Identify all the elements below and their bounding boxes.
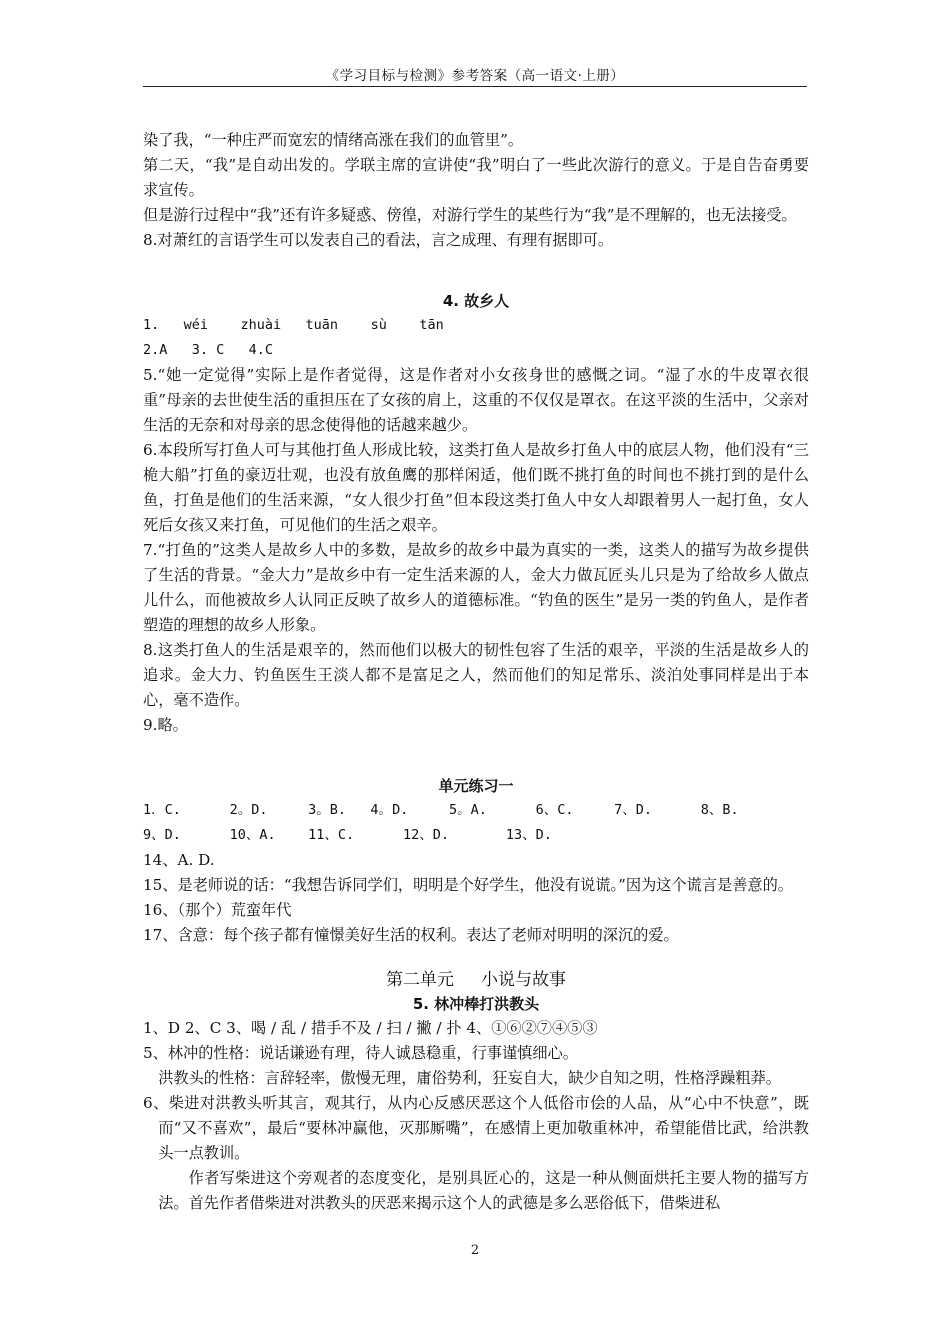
- answer-14: 14、A. D.: [143, 851, 215, 869]
- answer-5-continued: 洪教头的性格：言辞轻率，傲慢无理，庸俗势利，狂妄自大，缺少自知之明，性格浮躁粗莽。: [158, 1069, 781, 1087]
- page-content: [143, 128, 809, 1216]
- paragraph: 但是游行过程中“我”还有许多疑惑、傍徨，对游行学生的某些行为“我”是不理解的，也无法接受。: [143, 206, 797, 224]
- running-header: 《学习目标与检测》参考答案（高一语文·上册）: [325, 68, 625, 84]
- lesson-4-title: 4. 故乡人: [442, 292, 510, 310]
- header-rule: [143, 86, 807, 87]
- lesson-5-title: 5. 林冲棒打洪教头: [412, 995, 540, 1013]
- answer-15: 15、是老师说的话：“我想告诉同学们，明明是个好学生，他没有说谎。”因为这个谎言是善意的。: [143, 876, 793, 894]
- answer-6: 6、柴进对洪教头听其言，观其行，从内心反感厌恶这个人低俗市侩的人品，从“心中不快意”，既而“又不喜欢”，最后“要林冲赢他，灭那厮嘴”，在感情上更加敬重林冲，希望能借比武，给洪教头一点教训。: [143, 1094, 809, 1162]
- paragraph: 8.对萧红的言语学生可以发表自己的看法，言之成理、有理有据即可。: [143, 231, 614, 249]
- spacer: [143, 738, 809, 762]
- answer-line: 9、D. 10、A. 11、C. 12、D. 13、D.: [143, 827, 552, 843]
- answer-line: 1、D 2、C 3、喝 / 乱 / 措手不及 / 扫 / 撇 / 扑 4、①⑥②⑦④⑤③: [143, 1019, 598, 1037]
- answer-line: 1．C. 2。D. 3。B. 4。D. 5。A. 6、C. 7、D. 8、B.: [143, 802, 739, 818]
- answer-17: 17、含意：每个孩子都有憧憬美好生活的权利。表达了老师对明明的深沉的爱。: [143, 926, 679, 944]
- spacer: [143, 948, 809, 968]
- answer-5: 5、林冲的性格：说话谦逊有理，待人诚恳稳重，行事谨慎细心。: [143, 1044, 578, 1062]
- answer-line: 2.A 3. C 4.C: [143, 342, 274, 358]
- unit-2-title: 第二单元 小说与故事: [385, 970, 567, 990]
- paragraph: 染了我，“一种庄严而宽宏的情绪高涨在我们的血管里”。: [143, 131, 524, 149]
- answer-7: 7.“打鱼的”这类人是故乡人中的多数，是故乡的故乡中最为真实的一类，这类人的描写为故乡提供了生活的背景。“金大力”是故乡中有一定生活来源的人，金大力做瓦匠头儿只是为了给故乡人做点儿什么，而他被故乡人认同正反映了故乡人的道德标准。“钓鱼的医生”是另一类的钓鱼人，是作者塑造的理想的故乡人形象。: [143, 541, 809, 634]
- answer-8: 8.这类打鱼人的生活是艰辛的，然而他们以极大的韧性包容了生活的艰辛，平淡的生活是故乡人的追求。金大力、钓鱼医生王淡人都不是富足之人，然而他们的知足常乐、淡泊处事同样是出于本心，毫不造作。: [143, 641, 809, 709]
- unit-exercise-title: 单元练习一: [438, 777, 514, 795]
- answer-5: 5.“她一定觉得”实际上是作者觉得，这是作者对小女孩身世的感慨之词。“湿了水的牛皮罩衣很重”母亲的去世使生活的重担压在了女孩的肩上，这重的不仅仅是罩衣。在这平淡的生活中，父亲对生活的无奈和对母亲的思念使得他的话越来越少。: [143, 366, 809, 434]
- answer-6-continued: 作者写柴进这个旁观者的态度变化，是别具匠心的，这是一种从侧面烘托主要人物的描写方法。首先作者借柴进对洪教头的厌恶来揭示这个人的武德是多么恶俗低下，借柴进私: [158, 1169, 809, 1212]
- page-number: 2: [470, 1243, 480, 1258]
- answer-16: 16、（那个）荒蛮年代: [143, 901, 292, 919]
- pinyin-answers: 1. wéi zhuài tuān sù tān: [143, 317, 444, 333]
- answer-9: 9.略。: [143, 716, 188, 734]
- paragraph: 第二天，“我”是自动出发的。学联主席的宣讲使“我”明白了一些此次游行的意义。于是自告奋勇要求宣传。: [143, 156, 809, 199]
- spacer: [143, 253, 809, 277]
- answer-6: 6.本段所写打鱼人可与其他打鱼人形成比较，这类打鱼人是故乡打鱼人中的底层人物，他们没有“三桅大船”打鱼的豪迈壮观，也没有放鱼鹰的那样闲适，他们既不挑打鱼的时间也不挑打到的是什么鱼，打鱼是他们的生活来源，“女人很少打鱼”但本段这类打鱼人中女人却跟着男人一起打鱼，女人死后女孩又来打鱼，可见他们的生活之艰辛。: [143, 441, 809, 534]
